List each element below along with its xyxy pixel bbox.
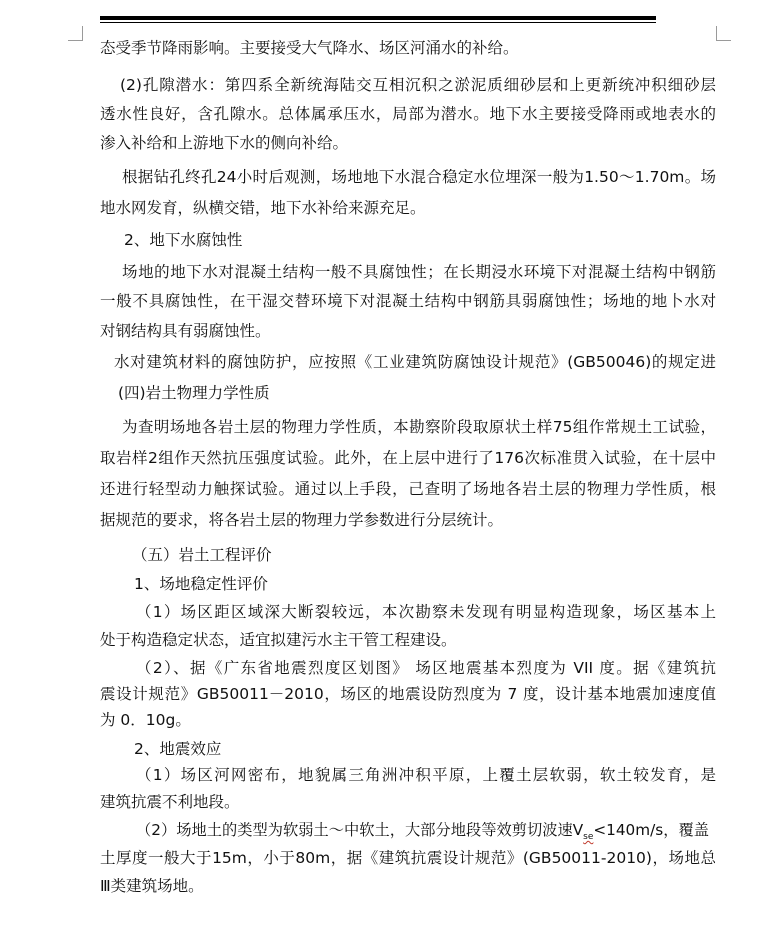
margin-crop-mark-left (68, 26, 83, 41)
line-text-before: （2）场地土的类型为软弱土～中软土，大部分地段等效剪切波速V (136, 821, 584, 839)
text-line: 态受季节降雨影响。主要接受大气降水、场区河涌水的补给。 (100, 39, 519, 57)
header-rule-thick (100, 16, 656, 20)
text-line: 渗入补给和上游地下水的侧向补给。 (100, 134, 349, 152)
velocity-subscript: se (583, 832, 594, 842)
section-heading: (四)岩土物理力学性质 (118, 384, 270, 402)
text-line: 地水网发育，纵横交错，地下水补给来源充足。 (100, 199, 426, 217)
text-line: 根据钻孔终孔24小时后观测，场地地下水混合稳定水位埋深一般为1.50～1.70m。场 (122, 168, 716, 186)
text-line: 为 0．10g。 (100, 711, 191, 729)
text-line: 取岩样2组作天然抗压强度试验。此外，在上层中进行了176次标准贯入试验，在十层中 (100, 449, 716, 467)
text-line: 震设计规范》GB50011－2010，场区的地震设防烈度为 7 度，设计基本地震加速度值 (100, 685, 716, 703)
text-line: 处于构造稳定状态，适宜拟建污水主干管工程建设。 (100, 631, 457, 649)
text-line: Ⅲ类建筑场地。 (100, 877, 204, 895)
text-line: （2）、据《广东省地震烈度区划图》 场区地震基本烈度为 VII 度。据《建筑抗 (136, 659, 716, 677)
section-heading: 2、地震效应 (134, 740, 222, 758)
text-line: 透水性良好，含孔隙水。总体属承压水，局部为潜水。地下水主要接受降雨或地表水的 (100, 105, 716, 123)
text-line: 建筑抗震不利地段。 (100, 793, 240, 811)
margin-crop-mark-right (716, 26, 731, 41)
section-heading: 2、地下水腐蚀性 (124, 231, 243, 249)
text-line: 为查明场地各岩土层的物理力学性质，本勘察阶段取原状土样75组作常规土工试验， (122, 418, 716, 436)
text-line: (2)孔隙潜水：第四系全新统海陆交互相沉积之淤泥质细砂层和上更新统冲积细砂层 (120, 76, 716, 94)
section-heading: 1、场地稳定性评价 (134, 575, 268, 593)
text-line-with-subscript (136, 820, 709, 847)
text-line: 一般不具腐蚀性，在干湿交替环境下对混凝土结构中钢筋具弱腐蚀性；场地的地卜水对 (100, 292, 716, 310)
text-line: 水对建筑材料的腐蚀防护，应按照《工业建筑防腐蚀设计规范》(GB50046)的规定进 (114, 353, 716, 371)
text-line: 还进行轻型动力触探试验。通过以上手段，己查明了场地各岩土层的物理力学性质，根 (100, 480, 716, 498)
line-text-after: <140m/s，覆盖 (593, 821, 709, 839)
text-line: （1）场区河网密布，地貌属三角洲冲积平原，上覆土层软弱，软土较发育，是 (136, 766, 716, 784)
text-line: 据规范的要求，将各岩土层的物理力学参数进行分层统计。 (100, 511, 504, 529)
section-heading: （五）岩土工程评价 (132, 546, 272, 564)
text-line: 土厚度一般大于15m，小于80m，据《建筑抗震设计规范》(GB50011-2010)，场地总 (100, 849, 716, 867)
text-line: （1）场区距区域深大断裂较远，本次勘察未发现有明显构造现象，场区基本上 (136, 603, 716, 621)
text-line: 场地的地下水对混凝土结构一般不具腐蚀性；在长期浸水环境下对混凝土结构中钢筋 (122, 263, 716, 281)
header-rule-thin (100, 22, 656, 23)
text-line: 对钢结构具有弱腐蚀性。 (100, 322, 271, 340)
